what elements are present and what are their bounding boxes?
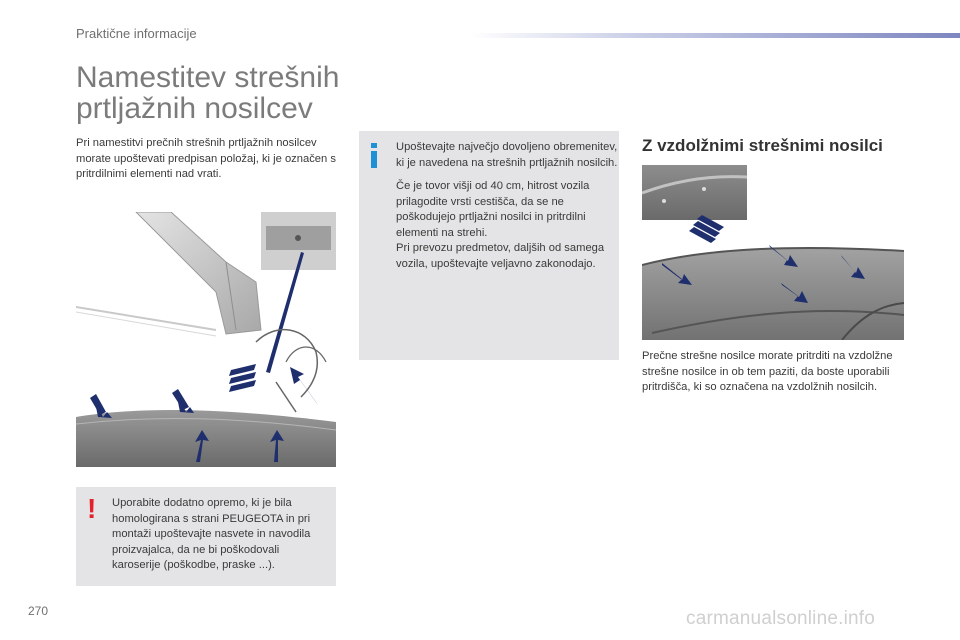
info-text (396, 140, 618, 280)
roof-rails-illustration (642, 165, 904, 340)
longitudinal-paragraph: Prečne strešne nosilce morate pritrditi na vzdolžne strešne nosilce in ob tem paziti, da boste uporabili pritrdišča, ki so označena na vzdolžnih nosilcih. (642, 350, 893, 393)
info-paragraph-speed: Če je tovor višji od 40 cm, hitrost vozila prilagodite vrsti cestišča, da se ne poškodujejo prtljažni nosilci in pritrdilni elementi na strehi. (396, 180, 590, 239)
section-title: Z vzdolžnimi strešnimi nosilci (642, 136, 883, 155)
page-number: 270 (28, 604, 49, 618)
exclamation-icon: ! (87, 493, 97, 524)
roof-crossbar-illustration (76, 212, 336, 467)
watermark: carmanualsonline.info (686, 608, 876, 629)
header-accent-bar (470, 33, 960, 38)
warning-text: Uporabite dodatno opremo, ki je bila homologirana s strani PEUGEOTA in pri montaži upoštevajte nasvete in navodila proizvajalca, da ne bi poškodovali karoserije (poškodbe, praske ...). (112, 497, 311, 571)
section-header: Praktične informacije (76, 26, 197, 41)
info-paragraph-legislation: Pri prevozu predmetov, daljših od samega vozila, upoštevajte veljavno zakonodajo. (396, 242, 605, 270)
page-title: Namestitev strešnih prtljažnih nosilcev (76, 61, 340, 125)
info-icon (371, 143, 377, 167)
info-paragraph-load: Upoštevajte največjo dovoljeno obremenitev, ki je navedena na strešnih prtljažnih nosilcih. (396, 141, 618, 169)
intro-paragraph: Pri namestitvi prečnih strešnih prtljažnih nosilcev morate upoštevati predpisan položaj, ki je označen s pritrdilnimi elementi nad vrati. (76, 137, 336, 180)
info-box (359, 131, 619, 360)
warning-box (76, 487, 336, 586)
